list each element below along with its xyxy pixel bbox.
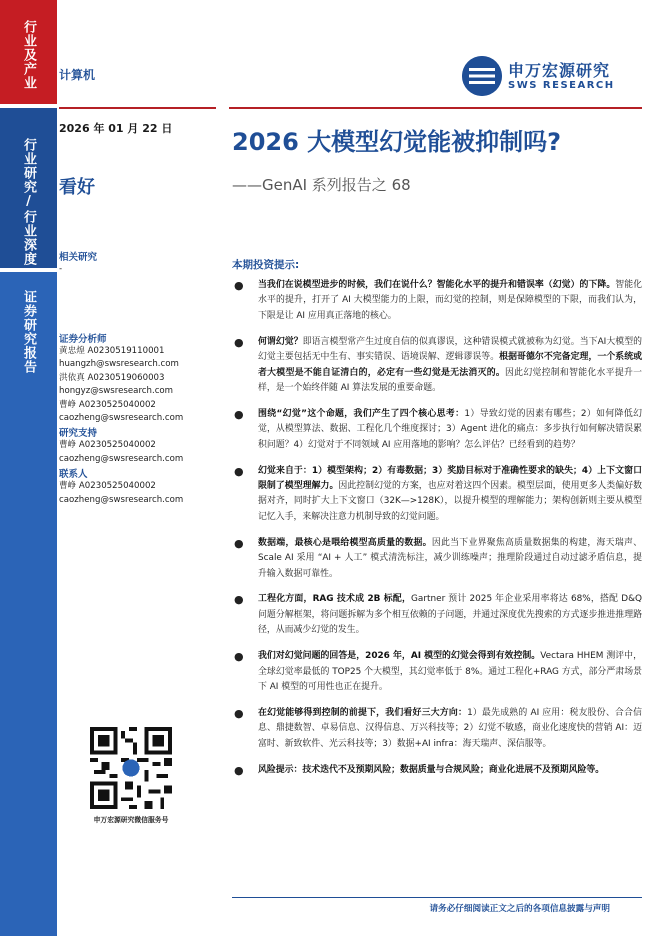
contact-title: 联系人 [59,469,88,481]
bullet-item [232,649,642,695]
qr-caption: 申万宏源研究微信服务号 [93,816,169,824]
bullet-lead: 数据端，最核心是喂给模型高质量的数据。 [258,537,432,548]
bullet-item [232,407,642,453]
sidebar-tab-label: 证券研究报告 [21,290,36,374]
report-title: 2026 大模型幻觉能被抑制吗? [232,128,562,156]
bullet-text: 智能化水平的提升，打开了 AI 大模型能力的上限，而幻觉的控制，则是保障模型的下限，而我们认为，下限是让 AI 应用真正落地的核心。 [258,280,643,321]
bullet-item [232,706,642,752]
bullet-text: 1）导致幻觉的因素有哪些；2）如何降低幻觉，从模型算法、数据、工程化几个维度探讨；3）Agent 进化的痛点：多步执行如何解决错误累积问题？4）幻觉对于不同领域 AI 应用落地的影响？怎么评估？已经看到的趋势？ [258,408,642,450]
sidebar-tab-report [0,272,57,936]
contact-line: caozheng@swsresearch.com [59,494,184,505]
bullet-lead: 当我们在说模型进步的时候，我们在说什么？智能化水平的提升和错误率（幻觉）的下降。 [258,280,616,290]
bullet-dot-icon: ● [234,593,244,607]
bullet-item [232,536,642,582]
bullet-text-2: 因此幻觉控制和智能化水平提升一样，是一个始终伴随 AI 算法发展的重要命题。 [258,367,642,393]
header-divider [229,107,642,109]
bullet-dot-icon: ● [234,536,244,550]
sws-logo-icon [462,56,502,96]
related-title: 相关研究 [59,252,98,263]
logo-text-cn: 申万宏源研究 [508,61,611,80]
bullet-lead: 何谓幻觉？ [258,336,303,347]
bullet-item [232,592,642,638]
bullet-dot-icon: ● [234,279,244,292]
bullet-dot-icon: ● [234,464,244,478]
bullet-lead: 在幻觉能够得到控制的前提下，我们看好三大方向： [258,707,468,718]
bullet-dot-icon: ● [234,706,244,720]
bullet-item [232,464,642,526]
analyst-line: 曹峥 A0230525040002 [59,399,156,410]
bullet-lead: 工程化方面，RAG 技术成 2B 标配， [258,594,412,605]
bullet-lead: 幻觉来自于：1）模型架构；2）有毒数据；3）奖励目标对于准确性要求的缺失；4）上下文窗口限制了模型理解力。 [258,465,642,491]
related-value: - [59,264,63,274]
left-divider [59,107,216,109]
bullet-list [232,278,642,788]
support-title: 研究支持 [59,428,98,440]
report-subtitle: ——GenAI 系列报告之 68 [232,176,411,194]
sidebar-tab-research [0,108,57,268]
logo-text-en: SWS RESEARCH [508,80,615,91]
footer-divider [232,897,642,898]
bullet-item [232,278,642,324]
bullet-lead: 风险提示：技术迭代不及预期风险；数据质量与合规风险；商业化进展不及预期风险等。 [258,764,605,775]
bullet-item [232,763,642,778]
tips-heading: 本期投资提示: [232,259,300,271]
analyst-line: hongyz@swsresearch.com [59,386,174,397]
sidebar-tab-industry [0,0,57,104]
qr-code-icon [90,727,172,809]
bullet-text: Vectara HHEM 测评中，全球幻觉率最低的 TOP25 个大模型，其幻觉率低于 8%。通过工程化+RAG 方式，部分严肃场景下 AI 模型的可用性也正在提升。 [258,651,642,692]
bullet-dot-icon: ● [234,763,244,777]
bullet-dot-icon: ● [234,407,244,421]
bullet-lead: 围绕“幻觉”这个命题，我们产生了四个核心思考： [258,408,465,419]
support-line: caozheng@swsresearch.com [59,453,184,464]
bullet-text: 因此当下业界聚焦高质量数据集的构建，海天瑞声、Scale AI 采用 “AI + 人工” 模式清洗标注，减少训练噪声；推理阶段通过自动过滤矛盾信息，提升输入数据可靠性。 [258,537,643,579]
bullet-dot-icon: ● [234,650,244,664]
sidebar-tab-label: 行业及产业 [21,20,36,90]
sidebar-tab-label: 行业研究/行业深度 [21,138,36,266]
analysts-section [59,331,217,507]
analyst-line: caozheng@swsresearch.com [59,413,184,424]
bullet-lead-2: 根据哥德尔不完备定理，一个系统或者大模型是不能自证清白的，必定有一些幻觉是无法消灭的。 [258,352,643,378]
bullet-item [232,335,642,397]
support-line: 曹峥 A0230525040002 [59,440,156,451]
bullet-lead: 我们对幻觉问题的回答是，2026 年，AI 模型的幻觉会得到有效控制。 [258,651,541,662]
rating: 看好 [59,177,95,198]
analysts-title: 证券分析师 [59,334,107,345]
industry-label: 计算机 [59,68,96,82]
bullet-text: 因此控制幻觉的方案，也应对着这四个因素。模型层面，使用更多人类偏好数据对齐，同时扩大上下文窗口（32K—>128K），以提升模型的理解能力；架构创新则主要从模型记忆入手，来解决注意力机制导致的幻觉问题。 [258,480,643,522]
analyst-line: 洪依真 A0230519060003 [59,372,165,383]
bullet-text: 即语言模型常产生过度自信的似真谬误，这种错误模式就被称为幻觉。当下AI大模型的幻觉主要包括无中生有、事实错误、语境误解、逻辑谬误等。 [258,336,643,363]
bullet-dot-icon: ● [234,335,244,349]
disclaimer-link[interactable]: 请务必仔细阅读正文之后的各项信息披露与声明 [429,904,610,914]
analyst-line: huangzh@swsresearch.com [59,359,179,370]
report-date: 2026 年 01 月 22 日 [59,122,173,135]
contact-line: 曹峥 A0230525040002 [59,481,156,492]
analyst-line: 黄忠煌 A0230519110001 [59,346,165,356]
bullet-text: 1）最先成熟的 AI 应用：税友股份、合合信息、鼎捷数智、卓易信息、汉得信息、万兴科技等；2）幻觉不敏感，商业化速度快的营销 AI：迈富时、新致软件、光云科技等；3）数据+AI infra：海天瑞声、深信服等。 [258,707,642,749]
related-section [59,249,217,276]
bullet-text: Gartner 预计 2025 年企业采用率将达 68%，搭配 D&Q 问题分解框架，将问题拆解为多个相互依赖的子问题，并通过深度优先搜索的方式逐步推进推理路径，从而减少幻觉的发生。 [258,594,642,636]
